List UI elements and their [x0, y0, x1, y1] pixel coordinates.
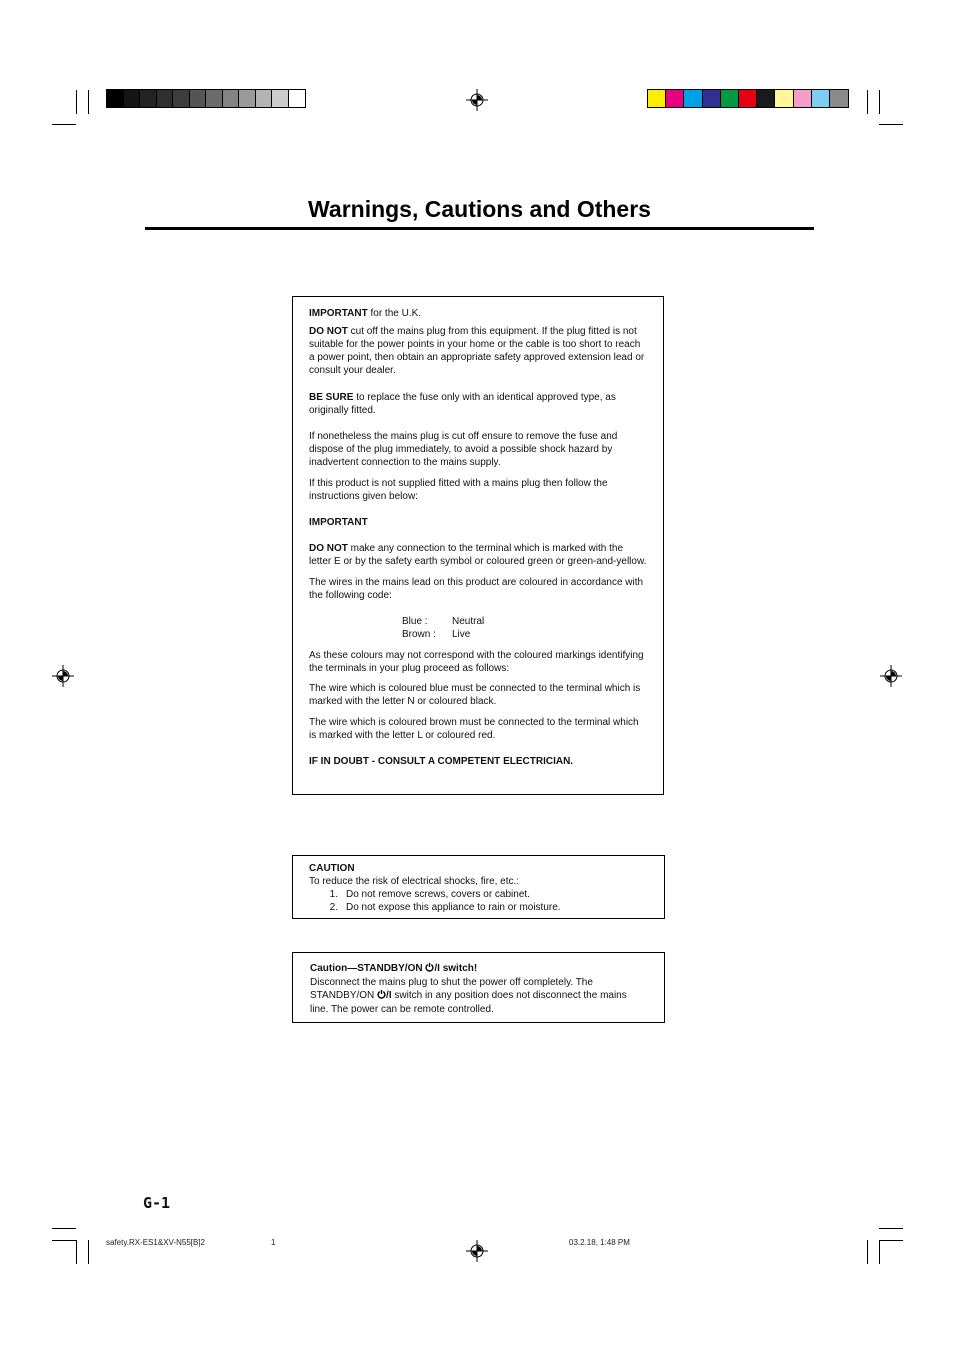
- page-number: G-1: [143, 1194, 171, 1212]
- wire-color-label: Brown :: [402, 629, 436, 640]
- color-swatch: [648, 90, 666, 107]
- color-swatch: [775, 90, 793, 107]
- blue-wire-paragraph: The wire which is coloured blue must be connected to the terminal which is marked with the letter N or coloured black.: [309, 683, 641, 707]
- color-swatch: [830, 90, 848, 107]
- brown-wire-paragraph: The wire which is coloured brown must be connected to the terminal which is marked with the letter L or coloured red.: [309, 717, 639, 741]
- color-swatch: [223, 90, 240, 107]
- crop-mark: [879, 124, 903, 125]
- crop-mark: [88, 90, 89, 114]
- color-swatch: [206, 90, 223, 107]
- footer-filename: safety.RX-ES1&XV-N55[B]2: [106, 1238, 206, 1247]
- list-number: 2.: [329, 902, 338, 913]
- do-not-label: DO NOT: [309, 543, 348, 554]
- title-underline: [145, 227, 814, 230]
- color-swatch: [272, 90, 289, 107]
- standby-caution-box: [292, 952, 665, 1023]
- registration-crosshair-icon: [880, 665, 902, 687]
- crop-mark: [76, 90, 77, 114]
- list-text: Do not remove screws, covers or cabinet.: [346, 889, 530, 900]
- crop-mark: [52, 1240, 76, 1241]
- crop-mark: [52, 1228, 76, 1229]
- list-item: [309, 901, 648, 914]
- color-swatch: [124, 90, 141, 107]
- registration-crosshair-icon: [466, 89, 488, 111]
- doubt-warning: IF IN DOUBT - CONSULT A COMPETENT ELECTRICIAN.: [309, 756, 574, 767]
- color-swatch: [739, 90, 757, 107]
- color-swatch: [239, 90, 256, 107]
- registration-crosshair-icon: [52, 665, 74, 687]
- important-label: IMPORTANT: [309, 308, 368, 319]
- crop-mark: [867, 90, 868, 114]
- earth-paragraph: make any connection to the terminal which is marked with the letter E or by the safety earth symbol or coloured green or green-and-yellow.: [309, 543, 647, 567]
- caution-box: [292, 855, 665, 919]
- markings-paragraph: As these colours may not correspond with the coloured markings identifying the terminals in your plug proceed as follows:: [309, 650, 644, 674]
- registration-crosshair-icon: [466, 1240, 488, 1262]
- caution-heading: CAUTION: [309, 863, 355, 874]
- wire-color-table: [402, 615, 647, 641]
- crop-mark: [88, 1240, 89, 1264]
- wire-color-value: Neutral: [452, 616, 485, 627]
- standby-line-3: line. The power can be remote controlled.: [310, 1003, 494, 1015]
- be-sure-label: BE SURE: [309, 392, 354, 403]
- crop-mark: [867, 1240, 868, 1264]
- color-swatch: [173, 90, 190, 107]
- wire-code-paragraph: The wires in the mains lead on this product are coloured in accordance with the following code:: [309, 577, 644, 601]
- color-swatch: [140, 90, 157, 107]
- color-swatch: [757, 90, 775, 107]
- color-swatch: [289, 90, 306, 107]
- standby-line-2-switch: /I: [386, 990, 392, 1001]
- footer-timestamp: 03.2.18, 1:48 PM: [569, 1238, 630, 1247]
- color-swatch: [190, 90, 207, 107]
- important-heading: IMPORTANT: [309, 517, 368, 528]
- power-standby-icon: [377, 989, 386, 999]
- wire-color-label: Blue :: [402, 616, 428, 627]
- crop-mark: [879, 1240, 880, 1264]
- standby-line-2-start: STANDBY/ON: [310, 990, 378, 1001]
- color-swatch: [107, 90, 124, 107]
- color-swatch: [794, 90, 812, 107]
- standby-line-2-end: switch in any position does not disconnect the mains: [391, 990, 627, 1001]
- color-swatch: [812, 90, 830, 107]
- color-calibration-bar: [647, 89, 849, 108]
- color-swatch: [157, 90, 174, 107]
- fuse-paragraph: to replace the fuse only with an identical approved type, as originally fitted.: [309, 392, 616, 416]
- list-text: Do not expose this appliance to rain or moisture.: [346, 902, 561, 913]
- color-swatch: [256, 90, 273, 107]
- color-swatch: [666, 90, 684, 107]
- wire-color-value: Live: [452, 629, 471, 640]
- color-swatch: [721, 90, 739, 107]
- standby-heading-end: /I switch!: [434, 963, 478, 974]
- no-plug-paragraph: If this product is not supplied fitted with a mains plug then follow the instructions given below:: [309, 478, 608, 502]
- footer-sheet-number: 1: [271, 1238, 276, 1247]
- crop-mark: [879, 90, 880, 114]
- list-item: [309, 888, 648, 901]
- caution-intro: To reduce the risk of electrical shocks, fire, etc.:: [309, 876, 520, 887]
- standby-line-1: Disconnect the mains plug to shut the power off completely. The: [310, 976, 593, 988]
- crop-mark: [76, 1240, 77, 1264]
- list-number: 1.: [329, 889, 338, 900]
- uk-plug-notice-box: [292, 296, 664, 795]
- grayscale-calibration-bar: [106, 89, 306, 108]
- crop-mark: [879, 1240, 903, 1241]
- plug-paragraph: cut off the mains plug from this equipment. If the plug fitted is not suitable for the power points in your home or the cable is too short to reach a power point, then obtain an appropriate safety approved extension lead or consult your dealer.: [309, 326, 645, 376]
- page-title: Warnings, Cautions and Others: [308, 196, 651, 222]
- color-swatch: [703, 90, 721, 107]
- do-not-label: DO NOT: [309, 326, 348, 337]
- color-swatch: [684, 90, 702, 107]
- crop-mark: [879, 1228, 903, 1229]
- crop-mark: [52, 124, 76, 125]
- important-suffix: for the U.K.: [367, 308, 422, 319]
- cut-off-paragraph: If nonetheless the mains plug is cut off ensure to remove the fuse and dispose of the plug immediately, to avoid a possible shock hazard by inadvertent connection to the mains supply.: [309, 431, 618, 468]
- standby-heading-start: Caution—STANDBY/ON: [310, 963, 426, 974]
